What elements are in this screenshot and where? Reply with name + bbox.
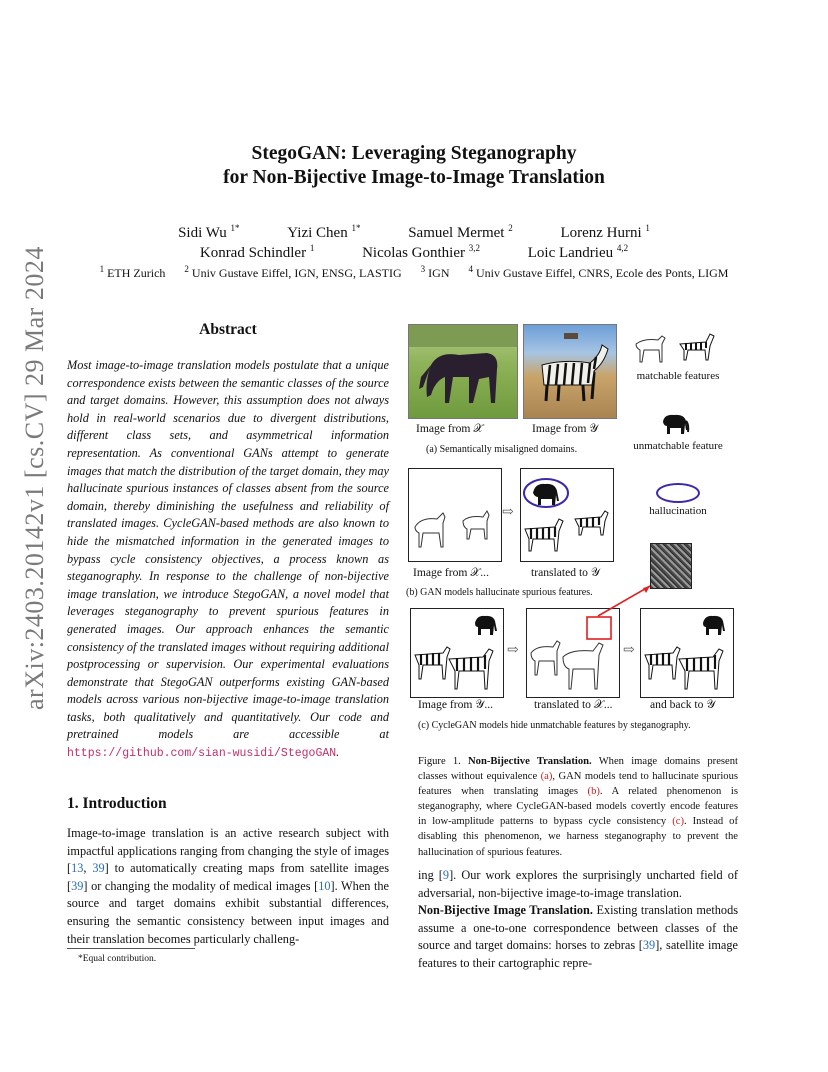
legend-unmatchable: unmatchable feature	[633, 440, 723, 452]
affiliation: $^3$ IGN	[420, 264, 450, 280]
figure-ref-link[interactable]: (a)	[540, 771, 553, 783]
translated-y-b	[520, 468, 614, 562]
author: Samuel Mermet $^2$	[408, 223, 513, 241]
affiliation: $^2$ Univ Gustave Eiffel, IGN, ENSG, LASTIG	[184, 264, 402, 280]
elephant-icon	[660, 412, 690, 436]
citation-link[interactable]: 13	[71, 861, 84, 876]
citation-link[interactable]: 10	[318, 878, 331, 893]
figure-caption: Figure 1. Non-Bijective Translation. When image domains present classes without equivalence (a), GAN models tend to hallucinate spurious features when translating images (b). A related phenomenon is steganography, where CycleGAN-based models covertly encode features in low-amplitude patterns to bypass cycle consistency (c). Instead of disabling this phenomenon, we harness steganography to prevent the hallucination of spurious features.	[418, 756, 738, 858]
source-y-c	[410, 608, 504, 698]
title-line-2: for Non-Bijective Image-to-Image Translation	[223, 167, 605, 188]
hallucination-ellipse-icon	[656, 483, 700, 503]
citation-link[interactable]: 39	[642, 938, 656, 953]
author: Nicolas Gonthier $^{3,2}$	[362, 243, 480, 261]
footnote: *Equal contribution.	[78, 954, 157, 964]
footnote-rule	[67, 948, 195, 949]
caption-b: (b) GAN models hallucinate spurious features.	[406, 587, 593, 598]
author: Sidi Wu $^{1*}$	[178, 223, 240, 241]
affiliations	[0, 264, 828, 281]
source-x-sketch-b	[408, 468, 502, 562]
citation-link[interactable]: 9	[442, 868, 450, 882]
caption-c: (c) CycleGAN models hide unmatchable features by steganography.	[418, 720, 691, 731]
citation-link[interactable]: 39	[92, 861, 105, 876]
arxiv-stamp: arXiv:2403.20142v1 [cs.CV] 29 Mar 2024	[20, 246, 49, 710]
label-image-x-b: Image from 𝒳...	[413, 566, 489, 579]
stego-pointer-line	[586, 580, 656, 620]
code-link[interactable]: https://github.com/sian-wusidi/StegoGAN	[67, 747, 337, 761]
arrow-right-icon: ⇨	[502, 505, 514, 520]
caption-a: (a) Semantically misaligned domains.	[426, 444, 578, 455]
label-translated-x: translated to 𝒳...	[534, 698, 613, 711]
author: Lorenz Hurni $^1$	[560, 223, 650, 241]
section-heading-introduction: 1. Introduction	[67, 795, 167, 812]
label-image-x: Image from 𝒳	[416, 422, 484, 435]
paragraph-heading: Non-Bijective Image Translation.	[418, 903, 593, 918]
matchable-features-icon	[632, 330, 722, 370]
abstract-heading: Abstract	[199, 321, 257, 338]
label-image-y: Image from 𝒴	[532, 422, 599, 435]
figure-ref-link[interactable]: (b)	[587, 786, 600, 798]
translated-x-c	[526, 608, 620, 698]
affiliation: $^1$ ETH Zurich	[99, 264, 166, 280]
arrow-right-icon: ⇨	[507, 643, 519, 658]
label-back-to-y: and back to 𝒴	[650, 698, 716, 711]
arrow-right-icon: ⇨	[623, 643, 635, 658]
horse-photo	[408, 324, 518, 419]
abstract-text: Most image-to-image translation models postulate that a unique correspondence exists between the semantic classes of the source and target domains. However, this assumption does not always hold in real-world scenarios due to divergent distributions, different class sets, and asymmetrical information representation. As conventional GANs attempt to generate images that match the distribution of the target domain, they may hallucinate spurious instances of classes absent from the source domain, thereby diminishing the usefulness and reliability of translated images. CycleGAN-based methods are also known to hide the mismatched information in the generated images to bypass cycle consistency objectives, a process known as steganography. In response to the challenge of non-bijective image translation, we introduce StegoGAN, a novel model that leverages steganography to prevent spurious features in generated images. Our approach enhances the semantic consistency of the translated images without requiring additional postprocessing or supervision. Our experimental evaluations demonstrate that StegoGAN outperforms existing GAN-based models across various non-bijective image-to-image translation tasks, both qualitatively and quantitatively. Our code and pretrained models are accessible at	[67, 358, 389, 742]
author: Konrad Schindler $^1$	[199, 243, 315, 261]
label-translated-y: translated to 𝒴	[531, 566, 600, 579]
author-row-2	[0, 237, 828, 264]
abstract-body: Most image-to-image translation models postulate that a unique correspondence exists between the semantic classes of the source and target domains. However, this assumption does not always hold in real-world scenarios due to divergent distributions, different class sets, and asymmetrical information representation. As conventional GANs attempt to generate images that match the distribution of the target domain, they may hallucinate spurious instances of classes absent from the source domain, thereby diminishing the usefulness and reliability of translated images. CycleGAN-based methods are also known to hide the mismatched information in the generated images to bypass cycle consistency objectives, a process known as steganography. In response to the challenge of non-bijective image translation, we introduce StegoGAN, a novel model that leverages steganography to prevent spurious features in generated images. Our approach enhances the semantic consistency of the translated images without requiring additional postprocessing or supervision. Our experimental evaluations demonstrate that StegoGAN outperforms existing GAN-based models across various non-bijective image-to-image translation tasks, both qualitatively and quantitatively. Our code and pretrained models are accessible at https://github.com/sian-wusidi/StegoGAN.	[67, 358, 389, 761]
title-line-1: StegoGAN: Leveraging Steganography	[251, 143, 577, 164]
citation-link[interactable]: 39	[71, 878, 84, 893]
right-column-text: ing [9]. Our work explores the surprisingly uncharted field of adversarial, non-bijective image-to-image translation. Non-Bijective Image Translation. Existing translation methods assume a one-to-one correspondence between classes of the source and target domains: horses to zebras [39], satellite image features to their cartographic repre-	[418, 868, 739, 970]
author: Yizi Chen $^{1*}$	[287, 223, 361, 241]
reconstructed-y-c	[640, 608, 734, 698]
author: Loic Landrieu $^{4,2}$	[527, 243, 629, 261]
legend-hallucination: hallucination	[649, 505, 707, 517]
affiliation: $^4$ Univ Gustave Eiffel, CNRS, Ecole des Ponts, LIGM	[468, 264, 729, 280]
legend-matchable: matchable features	[636, 370, 720, 382]
paper-title	[0, 142, 828, 190]
introduction-text: Image-to-image translation is an active research subject with impactful applications ranging from changing the style of images [13, 39] to automatically creating maps from satellite images [39] or changing the modality of medical images [10]. When the source and target domains exhibit substantial differences, ensuring the semantic consistency between input images and their translation becomes particularly challeng-	[67, 826, 390, 946]
label-image-y-c: Image from 𝒴...	[418, 698, 494, 711]
figure-ref-link[interactable]: (c)	[672, 816, 684, 828]
steganography-patch	[650, 543, 692, 589]
zebra-photo	[523, 324, 617, 419]
